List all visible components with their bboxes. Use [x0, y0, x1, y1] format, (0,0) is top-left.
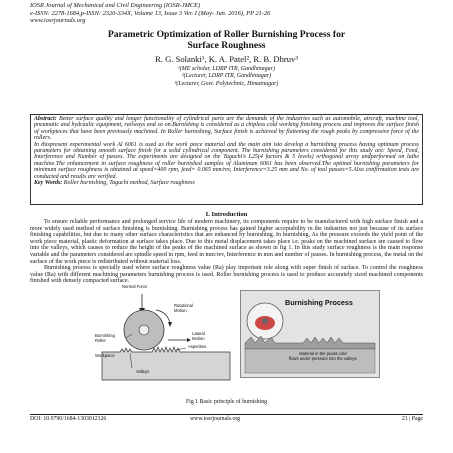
label-valleys: Valleys — [136, 369, 150, 374]
journal-header — [30, 2, 270, 25]
footer-site[interactable]: www.iosrjournals.org — [190, 416, 241, 422]
affiliation-2: ²(Lecturer, LDRP ITR, Gandhinagar) — [181, 73, 272, 80]
figure-burnishing-process — [240, 290, 380, 378]
figure-caption: Fig 1 Basic principle of burnishing — [186, 399, 267, 405]
introduction-body — [30, 219, 423, 285]
figure-burnishing-schematic — [92, 282, 238, 386]
label-normal-force: Normal Force — [122, 284, 148, 289]
title-line-2: Surface Roughness — [187, 40, 266, 51]
abstract-box — [30, 114, 423, 205]
footer-doi: DOI: 10.9790/1684-1303012126 — [30, 416, 107, 422]
section-heading-introduction: I. Introduction — [205, 211, 248, 218]
journal-site[interactable]: www.iosrjournals.org — [30, 17, 86, 25]
affiliation-1: ¹(ME scholar, LDRP ITR, Gandhinagar) — [177, 66, 276, 72]
figure-right-material-note: Material in the peaks cold flows under pressure into the valleys — [289, 351, 357, 361]
label-workpiece: Workpiece — [95, 353, 115, 358]
keywords: Roller burnishing, Taguchi method, Surface roughness — [63, 180, 195, 187]
abstract-p1: Better surface quality and longer functionality of cylindrical parts are the demands of the industries such as automobile, aircraft, machine tool, pneumatic and hydraulic equipment, railways and so on.Burnishing is considered as a chipless cold working finishing process and improves the surface finish of workpieces that have been previously machined. In Roller burnishing, Surface finish is achieved by flattening the rough peaks by compressive force of the rollers. — [34, 116, 420, 142]
burnishing-process-svg — [241, 291, 379, 377]
paper-title — [30, 29, 423, 51]
intro-paragraph-2: Burnishing process is specially used where surface roughness value (Ra) play important role along with super finish of surface. To control the roughness value (Ra) with different machining parameters burnishing process is used. Roller burnishing process is used to produce accurately sized machined components finished with densely compacted surface. — [30, 265, 423, 285]
label-asperities: Asperities — [188, 344, 207, 349]
intro-paragraph-1: To ensure reliable performance and prolonged service life of modern machinery, its components require to be manufactured with high surface finish and a more widely used method of surface finishing is burnishing. Burnishing process has gained higher acceptability in the industries not just because of its surface finishing capabilities, but due to many other surface characteristics that are enhanced by burnishing. In burnishing, As the pressure exceeds the yield point of the work piece material, plastic deformation at surface takes place. Due to this metal displacement takes place i.e. peaks on the machined surface are caused to flow into the valleys, which causes to reduce the height of the peaks of the machined surface as shown in fig 1. In this study surface roughness is the main response variable and the parameters considered are spindle speed in rpm, feed in mm/rev, Interference in mm and number of passes. In burnishing process, the metal on the surface of the work piece is redistributed without material loss. — [30, 219, 423, 265]
affiliations — [30, 66, 423, 88]
title-line-1: Parametric Optimization of Roller Burnishing Process for — [107, 29, 346, 40]
journal-name: IOSR Journal of Mechanical and Civil Engineering (IOSR-JMCE) — [30, 2, 201, 9]
label-lateral-motion: Lateral Motion — [192, 331, 205, 341]
abstract-label: Abstract: — [34, 116, 57, 122]
authors: R. G. Solanki¹, K. A. Patel², R. B. Dhruv³ — [155, 54, 298, 64]
figure-right-title: Burnishing Process — [285, 298, 353, 307]
keywords-label: Key Words: — [34, 180, 63, 187]
page-footer — [30, 414, 423, 422]
journal-issn: e-ISSN: 2278-1684,p-ISSN: 2320-334X, Volume 13, Issue 3 Ver. I (May- Jun. 2016), PP 21-26 — [30, 9, 271, 17]
label-burnishing-roller: Burnishing Roller — [95, 333, 115, 343]
footer-page-number: 21 | Page — [401, 416, 423, 422]
label-rotational-motion: Rotational Motion — [174, 303, 193, 313]
abstract-p2: In thispresent experimental work Al 6061 is used as the work piece material and the main aim isto develop a burnishing process having optimum process parameters for obtaining smooth surface finish for a solid cylindrical component. The burnishing parameters considered for this study are: Speed, Feed, Interference and Number of passes. The experiments are designed on the Taguchi's L25(4 factors & 5 levels) orthogonal array andperformed on lathe machine.The enhancement in surface roughness of roller burnished samples of Aluminum 6061 has been observed.The optimal burnishing parameters for minimum surface roughness is obtained at speed=400 rpm, feed= 0.065 mm/rev, Interference=3.25 mm and No. of tool passes=5.Also confirmation tests are conducted and results are verified. — [34, 141, 419, 180]
affiliation-3: ³(Lecturer, Govt. Polytechnic, Himatnagar) — [174, 80, 279, 87]
